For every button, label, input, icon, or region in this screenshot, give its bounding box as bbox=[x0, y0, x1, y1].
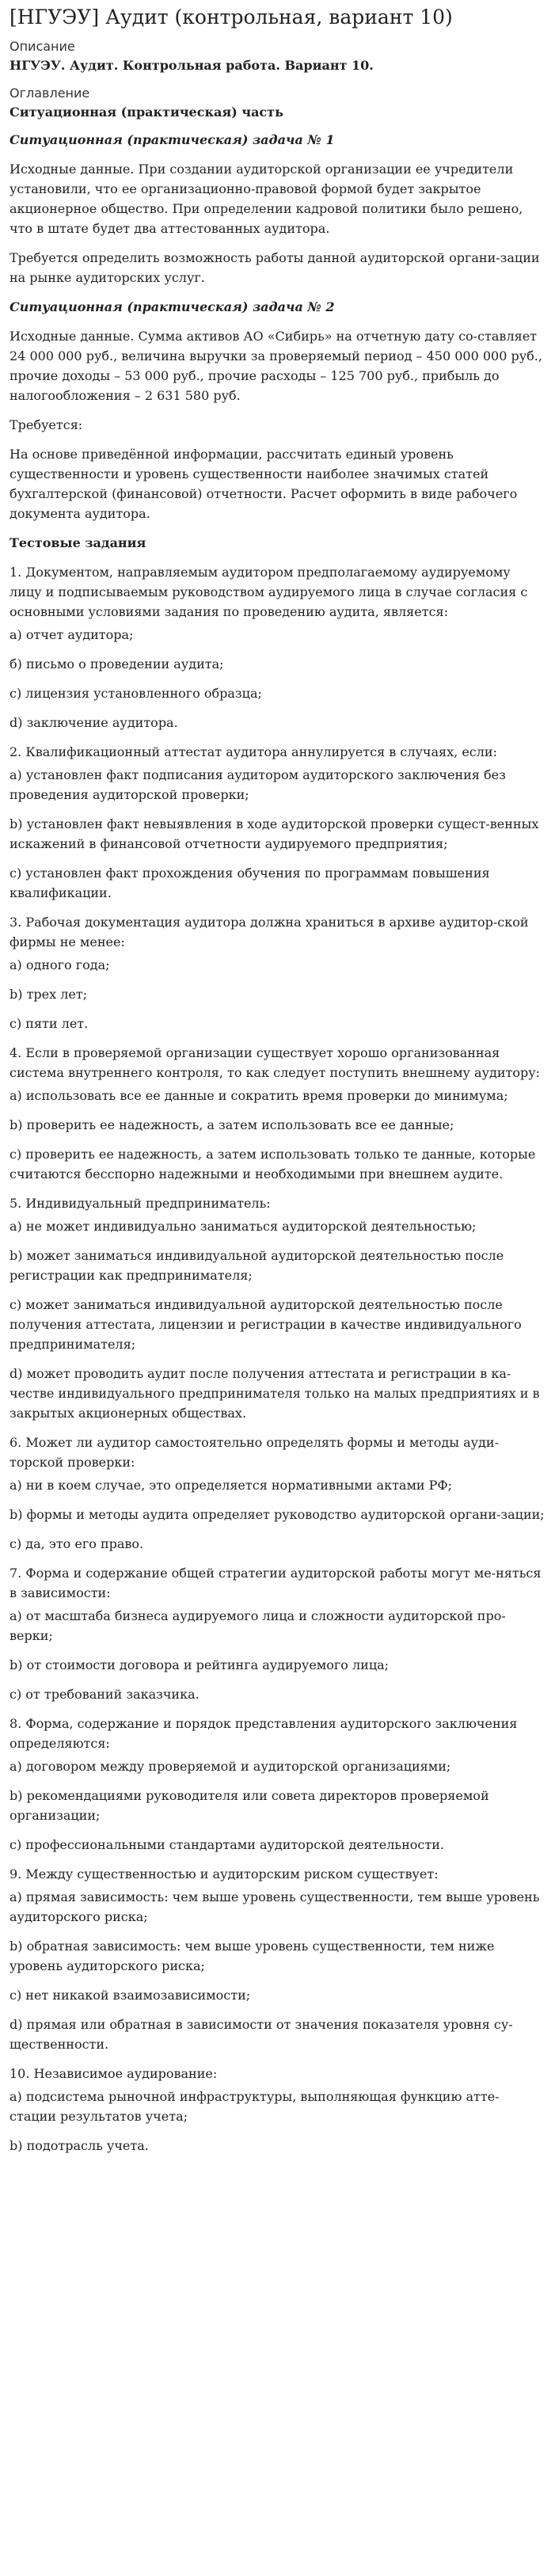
answer-option: с) пяти лет. bbox=[10, 1016, 89, 1031]
test-question: 9. Между существенностью и аудиторским риском существует: bbox=[10, 1866, 439, 1882]
test-question: 1. Документом, направляемым аудитором предполагаемому аудируемому лицу и подписываемым руководством аудируемого лица в случае согласия с основными условиями задания по проведению аудита, является: bbox=[10, 565, 528, 619]
test-question: 10. Независимое аудирование: bbox=[10, 2066, 218, 2081]
test-questions-list bbox=[10, 562, 545, 2156]
test-question: 2. Квалификационный аттестат аудитора аннулируется в случаях, если: bbox=[10, 744, 497, 759]
answer-option: а) прямая зависимость: чем выше уровень существенности, тем выше уровень аудиторского риска; bbox=[10, 1889, 540, 1924]
page-title: [НГУЭУ] Аудит (контрольная, вариант 10) bbox=[10, 6, 453, 29]
answer-option: а) одного года; bbox=[10, 957, 110, 972]
tests-title: Тестовые задания bbox=[10, 535, 146, 550]
answer-option: d) заключение аудитора. bbox=[10, 715, 178, 730]
answer-option: с) установлен факт прохождения обучения по программам повышения квалификации. bbox=[10, 866, 490, 900]
answer-option: b) подотрасль учета. bbox=[10, 2138, 149, 2153]
answer-option: b) установлен факт невыявления в ходе аудиторской проверки сущест-венных искажений в финансовой отчетности аудируемого предприятия; bbox=[10, 816, 539, 851]
test-question: 6. Может ли аудитор самостоятельно определять формы и методы ауди-торской проверки: bbox=[10, 1435, 499, 1470]
answer-option: d) может проводить аудит после получения аттестата и регистрации в ка-честве индивидуального предпринимателя только на малых предприятиях и в закрытых акционерных обществах. bbox=[10, 1366, 540, 1421]
answer-option: с) может заниматься индивидуальной аудиторской деятельностью после получения аттестата, лицензии и регистрации в качестве индивидуального предпринимателя; bbox=[10, 1297, 522, 1352]
answer-option: с) профессиональными стандартами аудиторской деятельности. bbox=[10, 1837, 444, 1852]
answer-option: с) да, это его право. bbox=[10, 1536, 144, 1551]
section-title: Ситуационная (практическая) часть bbox=[10, 105, 283, 120]
answer-option: b) от стоимости договора и рейтинга аудируемого лица; bbox=[10, 1657, 390, 1672]
answer-option: b) трех лет; bbox=[10, 987, 88, 1002]
test-question: 5. Индивидуальный предприниматель: bbox=[10, 1196, 271, 1211]
answer-option: с) от требований заказчика. bbox=[10, 1687, 200, 1702]
answer-option: а) установлен факт подписания аудитором аудиторского заключения без проведения аудиторской проверки; bbox=[10, 767, 506, 802]
answer-option: с) проверить ее надежность, а затем использовать только те данные, которые считаются бесспорно надежными и необходимыми при внешнем аудите. bbox=[10, 1147, 536, 1181]
answer-option: с) нет никакой взаимозависимости; bbox=[10, 1988, 251, 2003]
task1-title: Ситуационная (практическая) задача № 1 bbox=[10, 132, 335, 147]
task2-title: Ситуационная (практическая) задача № 2 bbox=[10, 299, 335, 314]
toc-label: Оглавление bbox=[10, 86, 90, 101]
task2-required-label: Требуется: bbox=[10, 417, 83, 432]
answer-option: b) проверить ее надежность, а затем использовать все ее данные; bbox=[10, 1117, 454, 1132]
description-label: Описание bbox=[10, 39, 75, 54]
answer-option: а) подсистема рыночной инфраструктуры, выполняющая функцию атте-стации результатов учета; bbox=[10, 2089, 500, 2124]
test-question: 4. Если в проверяемой организации существует хорошо организованная система внутреннего контроля, то как следует поступить внешнему аудитору: bbox=[10, 1045, 541, 1080]
answer-option: б) письмо о проведении аудита; bbox=[10, 656, 224, 672]
task2-text: Исходные данные. Сумма активов АО «Сибирь» на отчетную дату со-ставляет 24 000 000 руб., величина выручки за проверяемый период – 450 000 000 руб., прочие доходы – 53 000 руб., прочие расходы – 125 700 руб., прибыль до налогообложения – 2 631 580 руб. bbox=[10, 329, 542, 403]
answer-option: а) договором между проверяемой и аудиторской организациями; bbox=[10, 1759, 451, 1774]
answer-option: а) отчет аудитора; bbox=[10, 627, 134, 642]
task1-question: Требуется определить возможность работы данной аудиторской органи-зации на рынке аудиторских услуг. bbox=[10, 250, 540, 285]
answer-option: b) может заниматься индивидуальной аудиторской деятельностью после регистрации как предпринимателя; bbox=[10, 1248, 504, 1283]
answer-option: b) обратная зависимость: чем выше уровень существенности, тем ниже уровень аудиторского риска; bbox=[10, 1939, 495, 1973]
test-question: 3. Рабочая документация аудитора должна храниться в архиве аудитор-ской фирмы не менее: bbox=[10, 915, 529, 949]
answer-option: а) от масштаба бизнеса аудируемого лица и сложности аудиторской про-верки; bbox=[10, 1608, 506, 1643]
description-text: НГУЭУ. Аудит. Контрольная работа. Вариант 10. bbox=[10, 58, 374, 73]
test-question: 7. Форма и содержание общей стратегии аудиторской работы могут ме-няться в зависимости: bbox=[10, 1566, 542, 1600]
answer-option: d) прямая или обратная в зависимости от значения показателя уровня су-щественности. bbox=[10, 2017, 513, 2052]
answer-option: b) рекомендациями руководителя или совета директоров проверяемой организации; bbox=[10, 1788, 489, 1823]
answer-option: b) формы и методы аудита определяет руководство аудиторской органи-зации; bbox=[10, 1507, 545, 1522]
task2-question: На основе приведённой информации, рассчитать единый уровень существенности и уровень существенности наиболее значимых статей бухгалтерской (финансовой) отчетности. Расчет оформить в виде рабочего документа аудитора. bbox=[10, 447, 518, 521]
test-question: 8. Форма, содержание и порядок представления аудиторского заключения определяются: bbox=[10, 1716, 518, 1751]
answer-option: а) не может индивидуально заниматься аудиторской деятельностью; bbox=[10, 1219, 477, 1234]
answer-option: с) лицензия установленного образца; bbox=[10, 686, 262, 701]
answer-option: а) ни в коем случае, это определяется нормативными актами РФ; bbox=[10, 1478, 453, 1493]
answer-option: а) использовать все ее данные и сократить время проверки до минимума; bbox=[10, 1088, 508, 1103]
task1-text: Исходные данные. При создании аудиторской организации ее учредители установили, что ее организационно-правовой формой будет закрытое акционерное общество. При определении кадровой политики было решено, что в штате будет два аттестованных аудитора. bbox=[10, 162, 523, 236]
